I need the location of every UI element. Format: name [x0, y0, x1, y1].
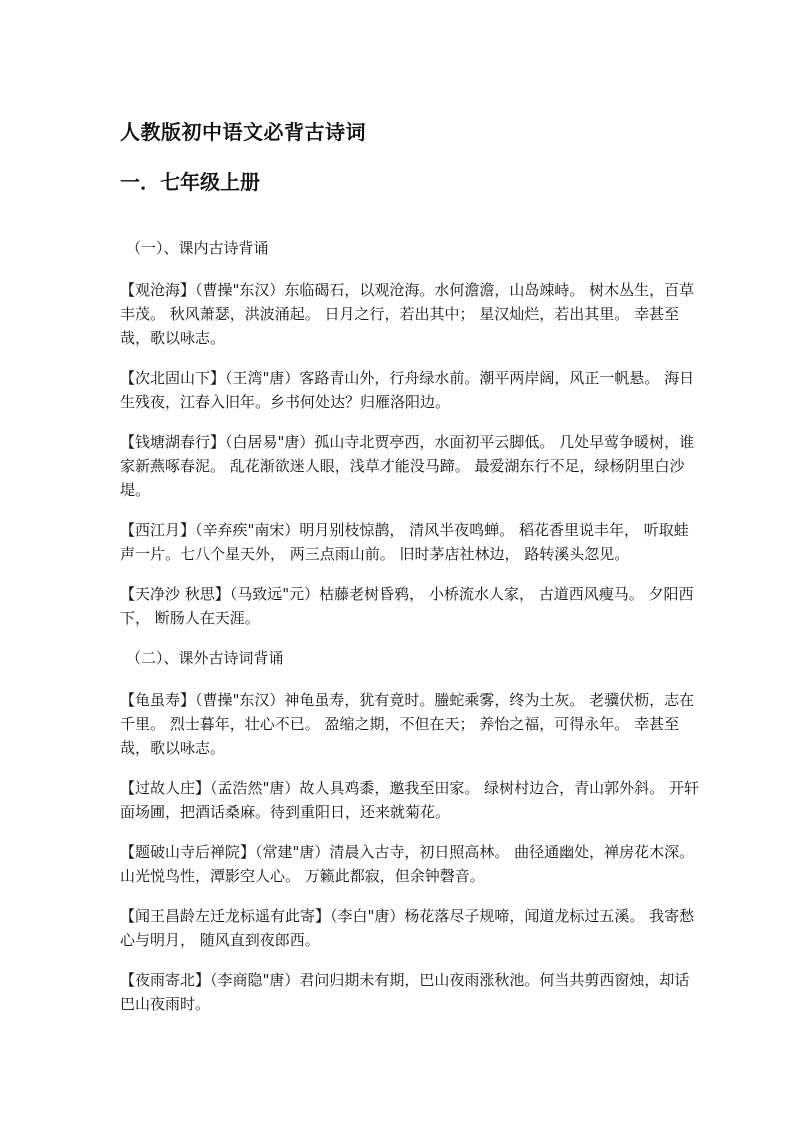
poem-entry: [120, 366, 700, 414]
poem-title: 【天净沙 秋思】（马致远"元）: [120, 585, 320, 603]
section-heading-in-class: （一）、课内古诗背诵: [126, 239, 269, 257]
poem-entry: [120, 278, 700, 350]
poem-entry: [120, 518, 700, 566]
poem-title: 【龟虽寿】（曹操"东汉）: [120, 691, 285, 709]
poem-title: 【观沧海】（曹操"东汉）: [120, 281, 285, 299]
chapter-heading: 一．七年级上册: [120, 170, 260, 194]
poem-title: 【题破山寺后禅院】（常建"唐）: [120, 843, 330, 861]
poem-title: 【西江月】（辛弃疾"南宋）: [120, 521, 300, 539]
document-title: 人教版初中语文必背古诗词: [120, 120, 366, 144]
poem-text: 君问归期未有期，巴山夜雨涨秋池。何当共剪西窗烛，却话巴山夜雨时。: [120, 971, 690, 1013]
poem-text: 客路青山外，行舟绿水前。潮平两岸阔，风正一帆悬。 海日生残夜，江春入旧年。乡书何处达？归雁洛阳边。: [120, 369, 695, 411]
poem-title: 【次北固山下】（王湾"唐）: [120, 369, 300, 387]
poem-entry: [120, 904, 700, 952]
poem-entry: [120, 430, 700, 502]
poem-entry: [120, 582, 700, 630]
section-heading-extracurricular: （二）、课外古诗词背诵: [126, 649, 284, 667]
poem-entry: [120, 840, 700, 888]
poem-text: 故人具鸡黍，邀我至田家。 绿树村边合，青山郭外斜。 开轩面场圃，把酒话桑麻。待到重阳日，还来就菊花。: [120, 779, 699, 821]
poem-title: 【过故人庄】（孟浩然"唐）: [120, 779, 300, 797]
poem-text: 杨花落尽子规啼，闻道龙标过五溪。 我寄愁心与明月， 随风直到夜郎西。: [120, 907, 695, 949]
document-page: [120, 118, 700, 1032]
poem-entry: [120, 776, 700, 824]
poem-entry: [120, 688, 700, 760]
poem-text: 枯藤老树昏鸦， 小桥流水人家， 古道西风瘦马。 夕阳西下， 断肠人在天涯。: [120, 585, 694, 627]
poem-text: 明月别枝惊鹊， 清风半夜鸣蝉。 稻花香里说丰年， 听取蛙声一片。七八个星天外， 两三点雨山前。 旧时茅店社林边， 路转溪头忽见。: [120, 521, 689, 563]
poem-title: 【闻王昌龄左迁龙标遥有此寄】（李白"唐）: [120, 907, 405, 925]
poem-text: 清晨入古寺，初日照高林。 曲径通幽处，禅房花木深。 山光悦鸟性，潭影空人心。 万籁此都寂，但余钟磬音。: [120, 843, 695, 885]
poem-entry: [120, 968, 700, 1016]
poem-title: 【夜雨寄北】（李商隐"唐）: [120, 971, 300, 989]
poem-text: 东临碣石，以观沧海。水何澹澹，山岛竦峙。 树木丛生，百草丰茂。 秋风萧瑟，洪波涌起。 日月之行，若出其中； 星汉灿烂，若出其里。 幸甚至哉，歌以咏志。: [120, 281, 695, 347]
poem-text: 神龟虽寿，犹有竟时。螣蛇乘雾，终为土灰。 老骥伏枥，志在千里。 烈士暮年，壮心不已。 盈缩之期，不但在天； 养怡之福，可得永年。 幸甚至哉，歌以咏志。: [120, 691, 695, 757]
poem-title: 【钱塘湖春行】（白居易"唐）: [120, 433, 315, 451]
poem-text: 孤山寺北贾亭西，水面初平云脚低。 几处早莺争暖树，谁家新燕啄春泥。 乱花渐欲迷人眼，浅草才能没马蹄。 最爱湖东行不足，绿杨阴里白沙堤。: [120, 433, 695, 499]
